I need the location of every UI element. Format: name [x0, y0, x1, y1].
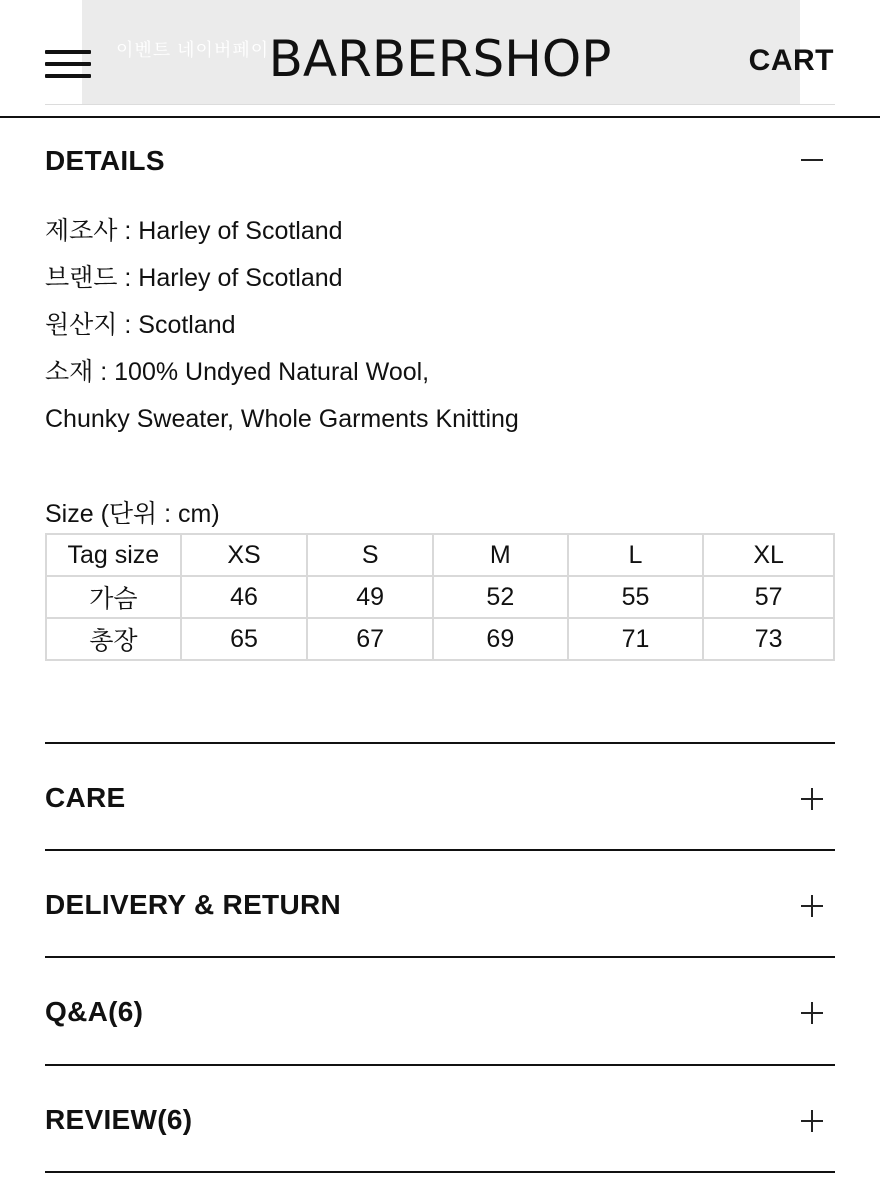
detail-line: 소재 : 100% Undyed Natural Wool,: [45, 358, 430, 386]
table-cell: 57: [703, 576, 834, 618]
accordion-delivery-return[interactable]: [45, 849, 835, 957]
site-header: [0, 0, 880, 118]
header-divider: [45, 104, 835, 105]
detail-line: 브랜드 : Harley of Scotland: [45, 264, 343, 292]
brand-logo[interactable]: BARBERSHOP: [268, 30, 612, 88]
plus-icon[interactable]: [801, 788, 823, 810]
table-cell: 73: [703, 618, 834, 660]
accordion-qna[interactable]: [45, 956, 835, 1064]
detail-line: 원산지 : Scotland: [45, 311, 236, 339]
size-table: [45, 533, 835, 661]
section-divider: [45, 1171, 835, 1173]
table-cell: 55: [568, 576, 704, 618]
hamburger-menu-icon[interactable]: [45, 50, 91, 78]
details-title[interactable]: DETAILS: [45, 145, 165, 176]
detail-line: 제조사 : Harley of Scotland: [45, 217, 343, 245]
table-cell: 52: [433, 576, 568, 618]
plus-icon[interactable]: [801, 1110, 823, 1132]
table-cell: 가슴: [46, 576, 181, 618]
table-header-cell: S: [307, 534, 433, 576]
table-row: [46, 576, 834, 618]
table-header-cell: M: [433, 534, 568, 576]
minus-icon[interactable]: [801, 149, 823, 171]
table-header-row: [46, 534, 834, 576]
plus-icon[interactable]: [801, 895, 823, 917]
table-cell: 67: [307, 618, 433, 660]
table-row: [46, 618, 834, 660]
plus-icon[interactable]: [801, 1002, 823, 1024]
accordion-care[interactable]: [45, 742, 835, 850]
cart-link[interactable]: CART: [748, 44, 834, 77]
table-header-cell: L: [568, 534, 704, 576]
table-header-cell: XS: [181, 534, 308, 576]
table-cell: 총장: [46, 618, 181, 660]
accordion-label: REVIEW(6): [45, 1104, 193, 1135]
table-cell: 65: [181, 618, 308, 660]
accordion-label: DELIVERY & RETURN: [45, 889, 342, 920]
size-caption: Size (단위 : cm): [45, 500, 220, 528]
table-cell: 49: [307, 576, 433, 618]
table-header-cell: Tag size: [46, 534, 181, 576]
banner-text: 이벤트 네이버페이: [116, 40, 270, 60]
details-content: [45, 213, 519, 448]
table-cell: 71: [568, 618, 704, 660]
accordion-label: Q&A(6): [45, 996, 144, 1027]
table-cell: 46: [181, 576, 308, 618]
detail-line: Chunky Sweater, Whole Garments Knitting: [45, 405, 519, 433]
accordion-review[interactable]: [45, 1064, 835, 1172]
table-header-cell: XL: [703, 534, 834, 576]
table-cell: 69: [433, 618, 568, 660]
accordion-label: CARE: [45, 782, 126, 813]
